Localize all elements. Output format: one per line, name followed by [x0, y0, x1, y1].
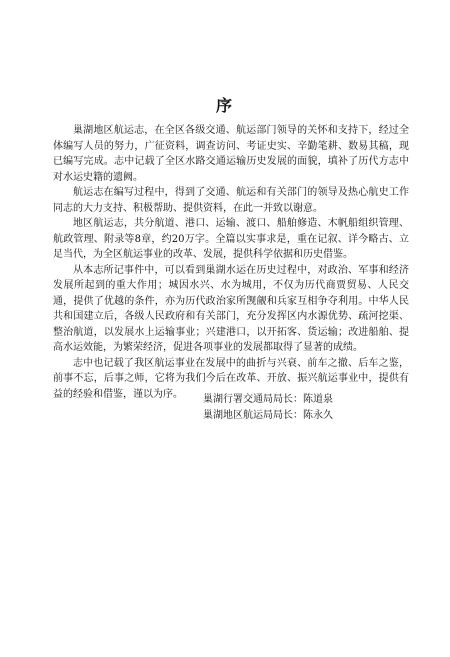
paragraph-1: 巢湖地区航运志，在全区各级交通、航运部门领导的关怀和支持下，经过全体编写人员的努力，广征资料，调查访问、考证史实、辛勤笔耕、数易其稿，现已编写完成。志中记载了全区水路交通运输历史发展的面貌，填补了历代方志中对水运史籍的遗阙。: [53, 125, 409, 183]
paragraph-4: 从本志所记事件中，可以看到巢湖水运在历史过程中，对政治、军事和经济发展所起到的重大作用；城因水兴、水为城用，不仅为历代商贾贸易、人民交通，提供了优越的条件，亦为历代政治家所觊觎和兵家互相争夺利用。中华人民共和国建立后，各级人民政府和有关部门，充分发挥区内水源优势、疏河挖渠、整治航道，以发展水上运输事业；兴建港口，以开拓客、货运输；改进船舶、提高水运效能，为繁荣经济，促进各项事业的发展都取得了显著的成绩。: [53, 264, 409, 353]
signature-shipping-bureau: 巢湖地区航运局局长：陈永久: [203, 410, 333, 421]
preface-body: [53, 123, 409, 402]
signature-block: [203, 392, 333, 424]
paragraph-5: 志中也记载了我区航运事业在发展中的曲折与兴衰、前车之撤、后车之鉴，前事不忘，后事之师，它将为我们今后在改革、开放、振兴航运事业中，提供有益的经验和借鉴，谨以为序。: [53, 357, 409, 400]
paragraph-3: 地区航运志，共分航道、港口、运输、渡口、船舶修造、木帆船组织管理、航政管理、附录等8章，约20万字。全篇以实事求是，重在记叙、详今略古、立足当代，为全区航运事业的改革、发展，提供科学依据和历史借鉴。: [53, 218, 409, 260]
paragraph-2: 航运志在编写过程中，得到了交通、航运和有关部门的领导及热心航史工作同志的大力支持、积极帮助、提供资料，在此一并致以谢意。: [53, 187, 409, 214]
signature-transport-bureau: 巢湖行署交通局局长：陈道泉: [203, 394, 333, 405]
preface-title: 序: [215, 96, 234, 115]
